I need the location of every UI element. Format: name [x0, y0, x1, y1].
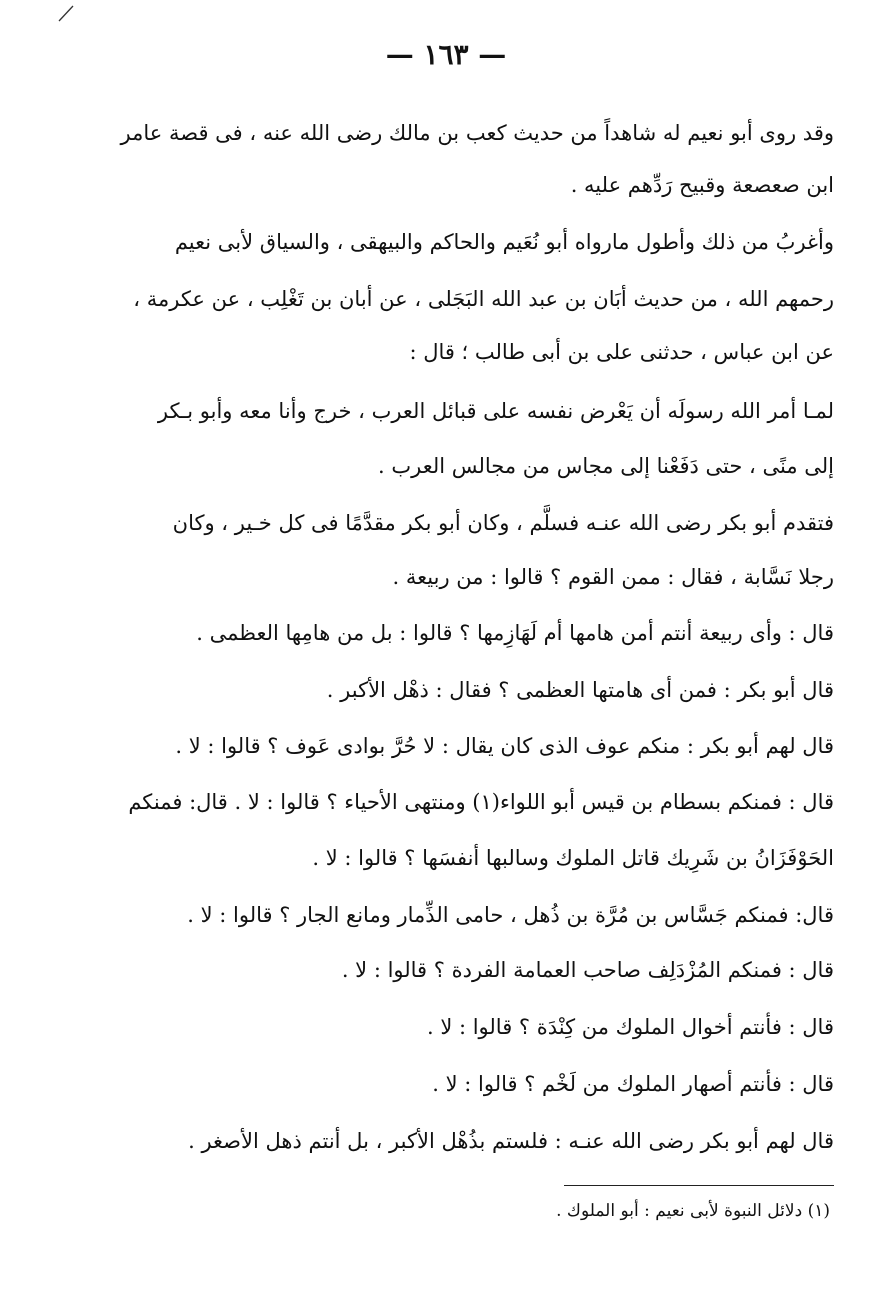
text-line: فتقدم أبو بكر رضى الله عنـه فسلَّم ، وكان أبو بكر مقدَّمًا فى كل خـير ، وكان: [172, 511, 834, 535]
text-line: ابن صعصعة وقبيح رَدِّهم عليه .: [570, 173, 834, 197]
text-line: إلى منًى ، حتى دَفَعْنا إلى مجاس من مجالس العرب .: [377, 454, 834, 478]
text-line: لمـا أمر الله رسولَه أن يَعْرض نفسه على قبائل العرب ، خرج وأنا معه وأبو بـكر: [157, 399, 834, 423]
text-line: قال أبو بكر : فمن أى هامتها العظمى ؟ فقال : ذهْل الأكبر .: [326, 678, 834, 702]
text-line: قال: فمنكم جَسَّاس بن مُرَّة بن ذُهل ، حامى الذِّمار ومانع الجار ؟ قالوا : لا .: [187, 903, 834, 927]
text-line: رجلا نَسَّابة ، فقال : ممن القوم ؟ قالوا : من ربيعة .: [392, 565, 834, 589]
text-line: قال لهم أبو بكر رضى الله عنـه : فلستم بذُهْل الأكبر ، بل أنتم ذهل الأصغر .: [188, 1129, 834, 1153]
text-line: قال : وأى ربيعة أنتم أمن هامها أم لَهَازِمها ؟ قالوا : بل من هامِها العظمى .: [196, 621, 834, 645]
footnote-divider: [564, 1185, 834, 1186]
page-number: — ١٦٣ —: [385, 38, 507, 71]
text-line: وأغربُ من ذلك وأطول مارواه أبو نُعَيم والحاكم والبيهقى ، والسياق لأبى نعيم: [174, 230, 834, 254]
text-line: وقد روى أبو نعيم له شاهداً من حديث كعب بن مالك رضى الله عنه ، فى قصة عامر: [120, 121, 834, 145]
text-line: قال : فمنكم بسطام بن قيس أبو اللواء(١) ومنتهى الأحياء ؟ قالوا : لا . قال: فمنكم: [128, 790, 834, 814]
text-line: قال : فأنتم أخوال الملوك من كِنْدَة ؟ قالوا : لا .: [426, 1015, 834, 1039]
footnote: (١) دلائل النبوة لأبى نعيم : أبو الملوك .: [556, 1201, 830, 1221]
text-line: رحمهم الله ، من حديث أبَان بن عبد الله البَجَلى ، عن أبان بن تَغْلِب ، عن عكرمة ،: [133, 287, 834, 311]
pencil-mark: [58, 4, 76, 22]
text-line: عن ابن عباس ، حدثنى على بن أبى طالب ؛ قال :: [409, 340, 834, 364]
text-line: قال لهم أبو بكر : منكم عوف الذى كان يقال : لا حُرَّ بوادى عَوف ؟ قالوا : لا .: [175, 734, 834, 758]
text-line: الحَوْفَزَانُ بن شَرِيك قاتل الملوك وسالبها أنفسَها ؟ قالوا : لا .: [312, 846, 834, 870]
text-line: قال : فمنكم المُزْدَلِف صاحب العمامة الفردة ؟ قالوا : لا .: [341, 958, 834, 982]
text-line: قال : فأنتم أصهار الملوك من لَخْم ؟ قالوا : لا .: [432, 1072, 834, 1096]
